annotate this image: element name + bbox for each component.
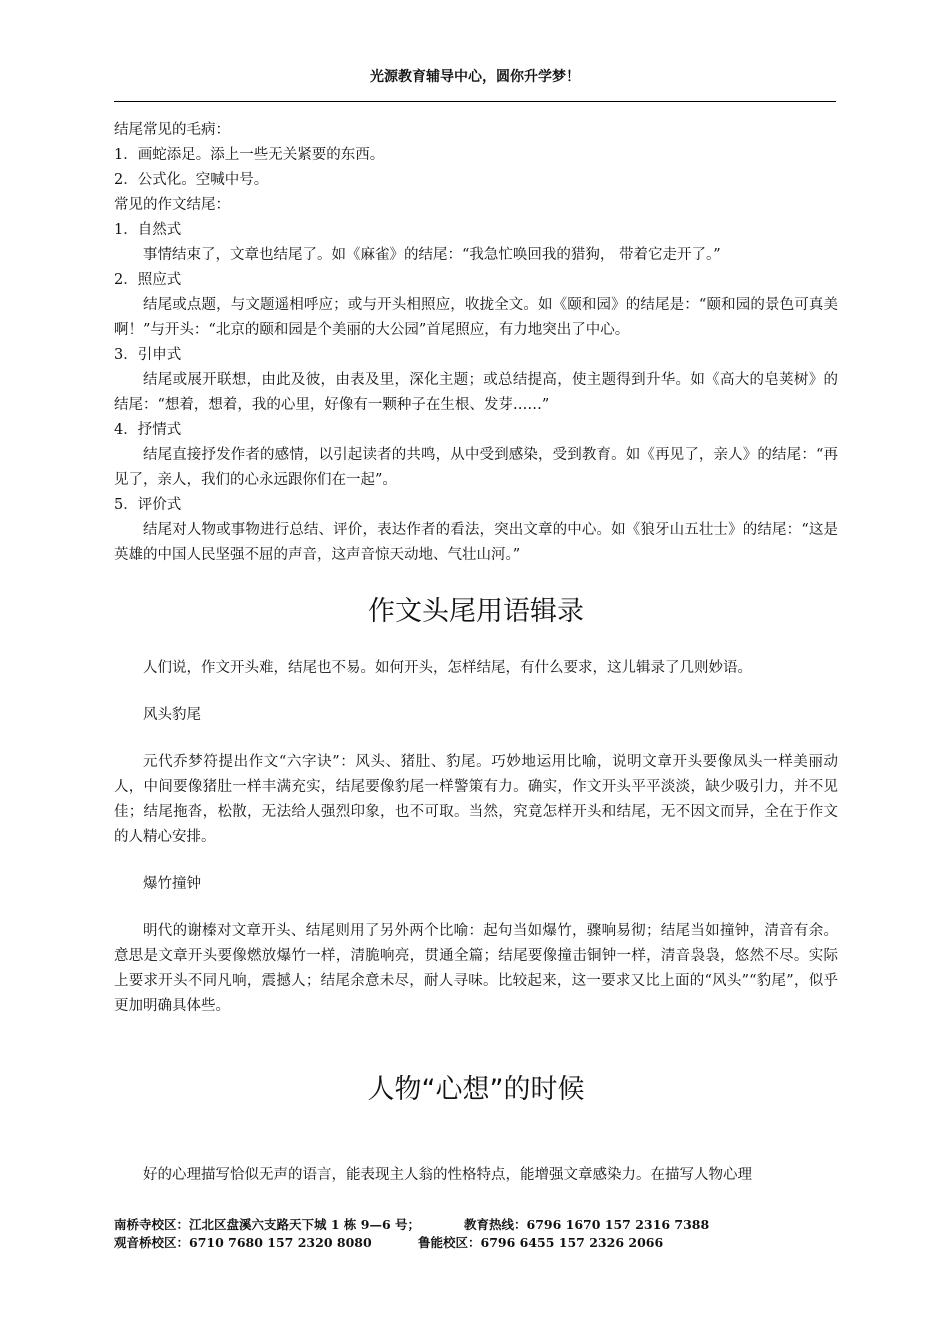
section-title: 作文头尾用语辑录 [368,596,584,627]
section-title: 人物“心想”的时候 [367,1074,585,1105]
footer-address: 南桥寺校区：江北区盘溪六支路天下城 1 栋 9—6 号； [114,1217,421,1232]
text-line: 1．画蛇添足。添上一些无关紧要的东西。 [114,147,385,163]
footer-hotline: 教育热线：6796 1670 157 2316 7388 [464,1217,710,1232]
text-line: 结尾常见的毛病： [114,122,230,138]
footer-campus: 鲁能校区：6796 6455 157 2326 2066 [418,1235,664,1250]
page-header: 光源教育辅导中心，圆你升学梦！ [370,69,580,85]
item-text: 结尾或展开联想，由此及彼，由表及里，深化主题；或总结提高，使主题得到升华。如《高大的皂荚树》的结尾：“想着，想着，我的心里，好像有一颗种子在生根、发芽……” [114,372,838,413]
header-divider [114,101,836,102]
paragraph: 元代乔梦符提出作文“六字诀”：风头、猪肚、豹尾。巧妙地运用比喻，说明文章开头要像凤头一样美丽动人，中间要像猪肚一样丰满充实，结尾要像豹尾一样警策有力。确实，作文开头平平淡淡，缺少吸引力，并不见佳；结尾拖沓，松散，无法给人强烈印象，也不可取。当然，究竟怎样开头和结尾，无不因文而异，全在于作文的人精心安排。 [114,754,838,845]
paragraph: 好的心理描写恰似无声的语言，能表现主人翁的性格特点，能增强文章感染力。在描写人物心理 [143,1167,752,1183]
item-label: 5．评价式 [114,497,182,513]
item-text: 结尾或点题，与文题遥相呼应；或与开头相照应，收拢全文。如《颐和园》的结尾是：“颐和园的景色可真美啊！”与开头：“北京的颐和园是个美丽的大公园”首尾照应，有力地突出了中心。 [114,297,838,338]
paragraph: 明代的谢榛对文章开头、结尾则用了另外两个比喻：起句当如爆竹，骤响易彻；结尾当如撞钟，清音有余。意思是文章开头要像燃放爆竹一样，清脆响亮，贯通全篇；结尾要像撞击铜钟一样，清音袅袅，悠然不尽。实际上要求开头不同凡响，震撼人；结尾余意未尽，耐人寻味。比较起来，这一要求又比上面的“风头”“豹尾”，似乎更加明确具体些。 [114,923,838,1014]
subheading: 风头豹尾 [143,707,201,723]
item-label: 2．照应式 [114,272,182,288]
item-text: 结尾直接抒发作者的感情，以引起读者的共鸣，从中受到感染，受到教育。如《再见了，亲人》的结尾：“再见了，亲人，我们的心永远跟你们在一起”。 [114,447,838,488]
text-line: 常见的作文结尾： [114,197,230,213]
item-label: 3．引申式 [114,347,182,363]
text-line: 2．公式化。空喊中号。 [114,172,269,188]
item-label: 4．抒情式 [114,422,182,438]
section-intro: 人们说，作文开头难，结尾也不易。如何开头，怎样结尾，有什么要求，这儿辑录了几则妙语。 [143,660,752,676]
item-label: 1．自然式 [114,222,182,238]
subheading: 爆竹撞钟 [143,876,201,892]
page-footer [114,1216,709,1252]
footer-campus: 观音桥校区：6710 7680 157 2320 8080 [114,1235,372,1250]
item-text: 结尾对人物或事物进行总结、评价，表达作者的看法，突出文章的中心。如《狼牙山五壮士》的结尾：“这是英雄的中国人民坚强不屈的声音，这声音惊天动地、气壮山河。” [114,522,838,563]
item-text: 事情结束了，文章也结尾了。如《麻雀》的结尾：“我急忙唤回我的猎狗， 带着它走开了。” [143,247,721,263]
document-body [114,118,838,1188]
